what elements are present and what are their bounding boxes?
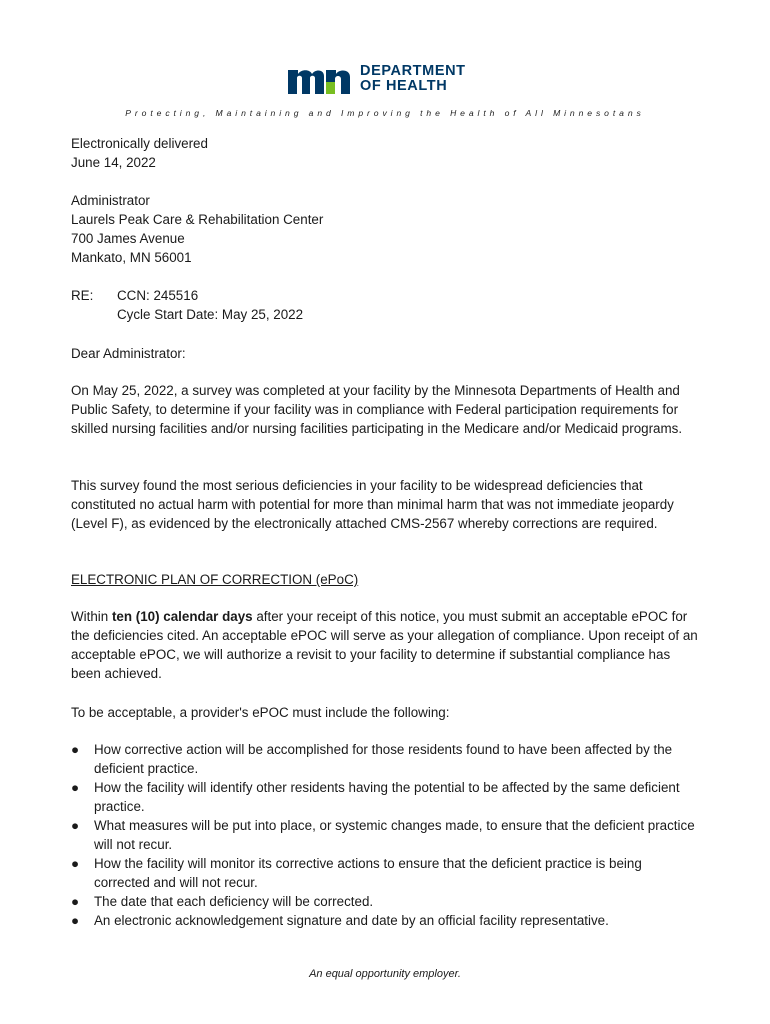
paragraph-findings: This survey found the most serious deficiencies in your facility to be widespread deficiencies that constituted no actual harm with potential for more than minimal harm that was not immediate jeopardy (Level F), as evidenced by the electronically attached CMS-2567 whereby corrections are required. bbox=[71, 478, 674, 531]
paragraph-epoc bbox=[71, 607, 701, 683]
epoc-lead: Within bbox=[71, 609, 112, 624]
recipient-address bbox=[71, 191, 323, 267]
paragraph-requirements: To be acceptable, a provider's ePOC must include the following: bbox=[71, 705, 450, 720]
bullet-icon: ● bbox=[71, 894, 80, 909]
bullet-icon: ● bbox=[71, 856, 80, 871]
tagline: Protecting, Maintaining and Improving the Health of All Minnesotans bbox=[125, 108, 645, 118]
re-block bbox=[0, 286, 770, 326]
bullet-icon: ● bbox=[71, 742, 80, 757]
salutation: Dear Administrator: bbox=[71, 346, 186, 361]
delivery-method: Electronically delivered bbox=[71, 136, 208, 151]
recipient-title: Administrator bbox=[71, 193, 150, 208]
section-heading: ELECTRONIC PLAN OF CORRECTION (ePoC) bbox=[71, 572, 359, 587]
list-item: ● How corrective action will be accomplished for those residents found to have been affected by the deficient practice. bbox=[71, 742, 673, 776]
requirements-list bbox=[71, 740, 701, 930]
logo-wordmark bbox=[360, 64, 466, 94]
epoc-rest: after your receipt of this notice, you must submit an acceptable ePOC for the deficiencies cited. An acceptable ePOC will serve as your allegation of compliance. Upon receipt of an acceptable ePOC, we will authorize a revisit to your facility to determine if substantial compliance has been achieved. bbox=[71, 609, 698, 681]
bullet-icon: ● bbox=[71, 818, 80, 833]
bullet-icon: ● bbox=[71, 780, 80, 795]
list-item: ● An electronic acknowledgement signature and date by an official facility representative. bbox=[71, 913, 609, 928]
logo-line-2: OF HEALTH bbox=[360, 78, 448, 94]
ccn: CCN: 245516 bbox=[117, 288, 199, 303]
recipient-street: 700 James Avenue bbox=[71, 231, 185, 246]
recipient-city: Mankato, MN 56001 bbox=[71, 250, 192, 265]
mn-logo-icon bbox=[288, 64, 356, 96]
epoc-deadline: ten (10) calendar days bbox=[111, 609, 253, 624]
letter-date: June 14, 2022 bbox=[71, 155, 156, 170]
list-item: ● What measures will be put into place, or systemic changes made, to ensure that the deficient practice will not recur. bbox=[71, 818, 695, 852]
logo-line-1: DEPARTMENT bbox=[360, 63, 466, 79]
list-item: ● The date that each deficiency will be corrected. bbox=[71, 894, 374, 909]
footer: An equal opportunity employer. bbox=[309, 968, 461, 980]
cycle-start-date: Cycle Start Date: May 25, 2022 bbox=[117, 307, 304, 322]
paragraph-survey: On May 25, 2022, a survey was completed at your facility by the Minnesota Departments of Health and Public Safety, to determine if your facility was in compliance with Federal participation requirements for skilled nursing facilities and/or nursing facilities participating in the Medicare and/or Medicaid programs. bbox=[71, 383, 683, 436]
bullet-icon: ● bbox=[71, 913, 80, 928]
recipient-facility: Laurels Peak Care & Rehabilitation Center bbox=[71, 212, 324, 227]
re-label: RE: bbox=[71, 288, 94, 303]
mdh-logo bbox=[288, 64, 488, 98]
delivery-block bbox=[71, 134, 208, 172]
list-item: ● How the facility will identify other residents having the potential to be affected by the same deficient practice. bbox=[71, 780, 680, 814]
list-item: ● How the facility will monitor its corrective actions to ensure that the deficient practice is being corrected and will not recur. bbox=[71, 856, 642, 890]
